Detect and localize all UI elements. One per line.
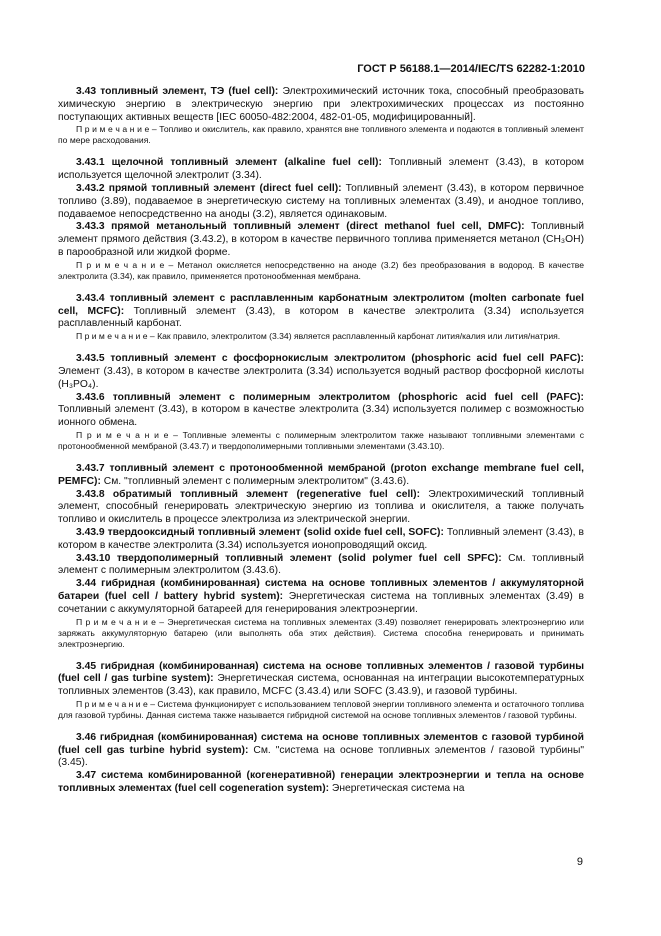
term-definition: Топливный элемент (3.43), в котором в качестве электролита (3.34) используется полимер с возможностью ионного обмена. <box>58 404 584 429</box>
term-paragraph <box>58 732 584 770</box>
term-definition: См. "топливный элемент с полимерным электролитом" (3.43.6). <box>100 475 410 487</box>
paragraph-gap <box>58 721 584 732</box>
note-paragraph <box>58 699 584 721</box>
note-text: П р и м е ч а н и е – Энергетическая система на топливных элементах (3.49) позволяет генерировать электроэнергию или заряжать аккумуляторную батарею (или выполнять оба этих действия). Система способна генерировать и принимать электроэнергию. <box>58 616 584 649</box>
term-definition: Элемент (3.43), в котором в качестве электролита (3.34) используется водный раствор фосфорной кислоты (H₃PO₄). <box>58 365 584 390</box>
paragraph-gap <box>58 146 584 157</box>
paragraph-gap <box>58 282 584 293</box>
term-paragraph <box>58 578 584 616</box>
term-paragraph <box>58 353 584 391</box>
note-text: П р и м е ч а н и е – Топливные элементы с полимерным электролитом также называют топливными элементами с протонообменной мембраной (3.43.7) и твердополимерными топливными элементами (3.43.10). <box>58 429 584 451</box>
term-paragraph <box>58 553 584 579</box>
note-paragraph <box>58 260 584 282</box>
term-title: 3.43.10 твердополимерный топливный элемент (solid polymer fuel cell SPFC): <box>76 552 502 564</box>
note-paragraph <box>58 617 584 650</box>
term-paragraph <box>58 489 584 527</box>
note-paragraph <box>58 430 584 452</box>
term-definition: См. топливный элемент с полимерным электролитом (3.43.6). <box>58 552 584 577</box>
paragraph-gap <box>58 452 584 463</box>
term-definition: Электрохимический топливный элемент, способный генерировать электрическую энергию из топлива и окислителя, а также получать топливо и окислитель в процессе электролиза из электрической энергии. <box>58 488 584 526</box>
term-title: 3.43.9 твердооксидный топливный элемент (solid oxide fuel cell, SOFC): <box>76 526 444 538</box>
term-title: 3.43.4 топливный элемент с расплавленным карбонатным электролитом (molten carbonate fuel cell, MCFC): <box>58 292 584 317</box>
term-title: 3.44 гибридная (комбинированная) система на основе топливных элементов / аккумуляторной батареи (fuel cell / battery hybrid system): <box>58 578 584 602</box>
term-definition: Электрохимический источник тока, способный преобразовать химическую энергию в электрическую энергию при электрохимических процессах из постоянно поступающих активных веществ [IEC 60050-482:2004, 482-01-05, модифицированный]. <box>58 86 584 123</box>
term-paragraph <box>58 86 584 124</box>
paragraph-gap <box>58 342 584 353</box>
term-definition: Энергетическая система на топливных элементах (3.49) в сочетании с аккумуляторной батареей для генерирования электроэнергии. <box>58 590 584 615</box>
term-definition: Топливный элемент прямого действия (3.43.2), в котором в качестве первичного топлива применяется метанол (CH₃OH) в парообразной или жидкой форме. <box>58 221 584 258</box>
note-text: П р и м е ч а н и е – Как правило, электролитом (3.34) является расплавленный карбонат лития/калия или лития/натрия. <box>76 331 561 342</box>
note-text: П р и м е ч а н и е – Топливо и окислитель, как правило, хранятся вне топливного элемента и подаются в топливный элемент по мере расходования. <box>58 124 584 146</box>
term-title: 3.43.6 топливный элемент с полимерным электролитом (phosphoric acid fuel cell (PAFC): <box>76 391 584 403</box>
document-body <box>58 86 584 796</box>
term-title: 3.43.7 топливный элемент с протонообменной мембраной (proton exchange membrane fuel cell, PEMFC): <box>58 462 584 487</box>
term-title: 3.43 топливный элемент, ТЭ (fuel cell): <box>76 86 279 97</box>
term-title: 3.46 гибридная (комбинированная) система на основе топливных элементов с газовой турбиной (fuel cell gas turbine hybrid system): <box>58 731 584 756</box>
term-paragraph <box>58 183 584 221</box>
term-paragraph <box>58 392 584 430</box>
note-paragraph <box>58 331 584 342</box>
term-paragraph <box>58 527 584 553</box>
page-number: 9 <box>576 856 583 868</box>
term-paragraph <box>58 221 584 259</box>
term-definition: Топливный элемент (3.43), в котором первичное топливо (3.89), подаваемое в энергетическую систему на топливных элементах (3.49), и анодное топливо, подаваемое непосредственно на аноды (3.2), является одинаковым. <box>58 182 584 220</box>
term-definition: Энергетическая система на <box>329 783 465 795</box>
note-text: П р и м е ч а н и е – Метанол окисляется непосредственно на аноде (3.2) без преобразования в водород. В качестве электролита (3.34), как правило, применяется протонообменная мембрана. <box>58 259 584 281</box>
term-paragraph <box>58 770 584 796</box>
document-header: ГОСТ Р 56188.1—2014/IEC/TS 62282-1:2010 <box>357 63 585 75</box>
term-paragraph <box>58 661 584 699</box>
term-title: 3.43.2 прямой топливный элемент (direct fuel cell): <box>76 182 342 194</box>
term-title: 3.45 гибридная (комбинированная) система на основе топливных элементов / газовой турбины (fuel cell / gas turbine system): <box>58 660 584 685</box>
note-paragraph <box>58 124 584 146</box>
term-title: 3.43.1 щелочной топливный элемент (alkaline fuel cell): <box>76 157 382 169</box>
term-title: 3.43.3 прямой метанольный топливный элемент (direct methanol fuel cell, DMFC): <box>76 221 525 233</box>
term-paragraph <box>58 463 584 489</box>
term-definition: Топливный элемент (3.43), в котором в качестве электролита (3.34) используется расплавленный карбонат. <box>58 305 584 330</box>
term-title: 3.43.8 обратимый топливный элемент (regenerative fuel cell): <box>76 488 421 500</box>
term-paragraph <box>58 293 584 331</box>
term-title: 3.43.5 топливный элемент с фосфорнокислым электролитом (phosphoric acid fuel cell PAFC): <box>76 353 584 365</box>
term-definition: Топливный элемент (3.43), в котором в качестве электролита (3.34) используется ионопроводящий оксид. <box>58 526 584 551</box>
term-paragraph <box>58 157 584 183</box>
term-definition: См. "система на основе топливных элементов / газовой турбины" (3.45). <box>58 744 584 769</box>
term-definition: Энергетическая система, основанная на интеграции высокотемпературных топливных элементов (3.43), как правило, MCFC (3.43.4) или SOFC (3.43.9), и газовой турбины. <box>58 673 585 698</box>
paragraph-gap <box>58 650 584 661</box>
term-definition: Топливный элемент (3.43), в котором используется щелочной электролит (3.34). <box>58 157 584 182</box>
term-title: 3.47 система комбинированной (когенеративной) генерации электроэнергии и тепла на основе топливных элементах (fuel cell cogeneration system): <box>58 770 584 795</box>
note-text: П р и м е ч а н и е – Система функционирует с использованием тепловой энергии топливного элемента и остаточного топлива для газовой турбины. Данная система также называется гибридной системой на основе топливных элементов / газовой турбины. <box>58 698 584 720</box>
